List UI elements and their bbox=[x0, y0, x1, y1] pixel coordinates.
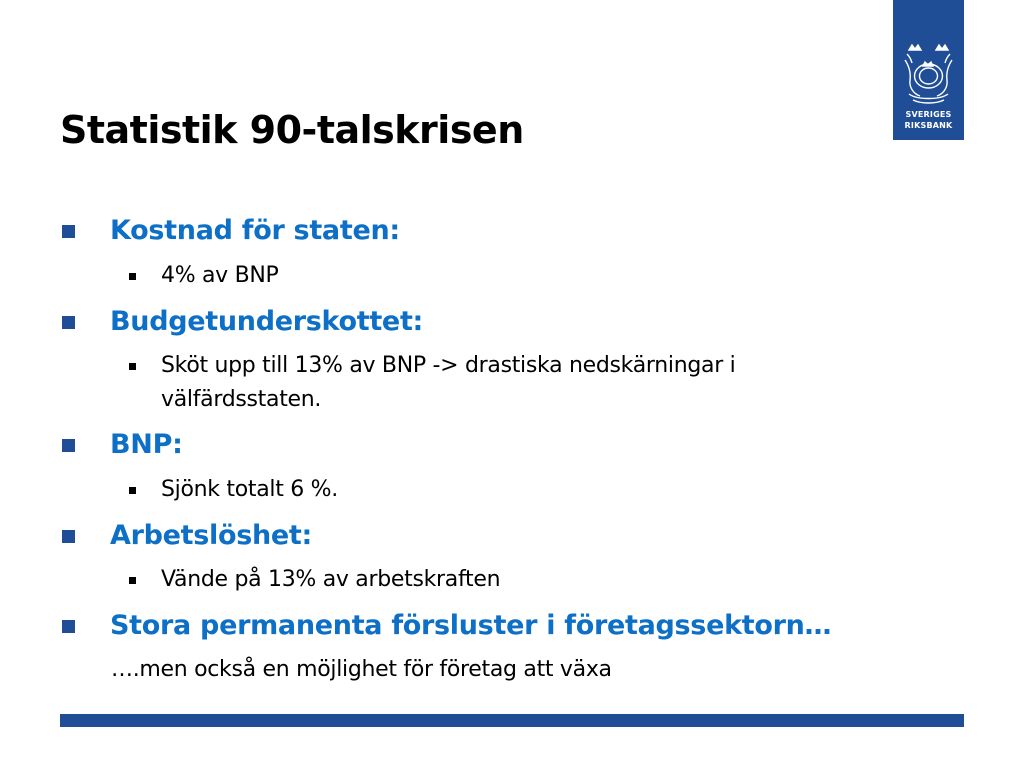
sub-bullet-text: Sjönk totalt 6 %. bbox=[161, 477, 338, 502]
bullet-square-icon bbox=[62, 225, 75, 238]
sub-bullet-square-icon bbox=[129, 487, 136, 494]
slide-title: Statistik 90-talskrisen bbox=[60, 108, 524, 152]
bullet-heading: Budgetunderskottet: bbox=[110, 306, 424, 337]
bullet-heading: Kostnad för staten: bbox=[110, 215, 400, 246]
bullet-heading: Arbetslöshet: bbox=[110, 520, 313, 551]
bullet-square-icon bbox=[62, 316, 75, 329]
continuation-note: ….men också en möjlighet för företag att växa bbox=[111, 657, 612, 682]
logo-text-sveriges: SVERIGES bbox=[905, 110, 952, 119]
bullet-square-icon bbox=[62, 530, 75, 543]
sub-bullet-text: 4% av BNP bbox=[161, 263, 279, 288]
bullet-heading: Stora permanenta försluster i företagssektorn… bbox=[110, 610, 832, 641]
bullet-square-icon bbox=[62, 439, 75, 452]
sub-bullet-text: Sköt upp till 13% av BNP -> drastiska nedskärningar i välfärdsstaten. bbox=[161, 353, 736, 412]
logo-text-riksbank: RIKSBANK bbox=[904, 121, 953, 130]
sub-bullet-text: Vände på 13% av arbetskraften bbox=[161, 567, 501, 592]
bullet-square-icon bbox=[62, 620, 75, 633]
footer-bar bbox=[60, 714, 964, 727]
sub-bullet-square-icon bbox=[129, 273, 136, 280]
sub-bullet-square-icon bbox=[129, 577, 136, 584]
bullet-heading: BNP: bbox=[110, 429, 183, 460]
sub-bullet-square-icon bbox=[129, 363, 136, 370]
